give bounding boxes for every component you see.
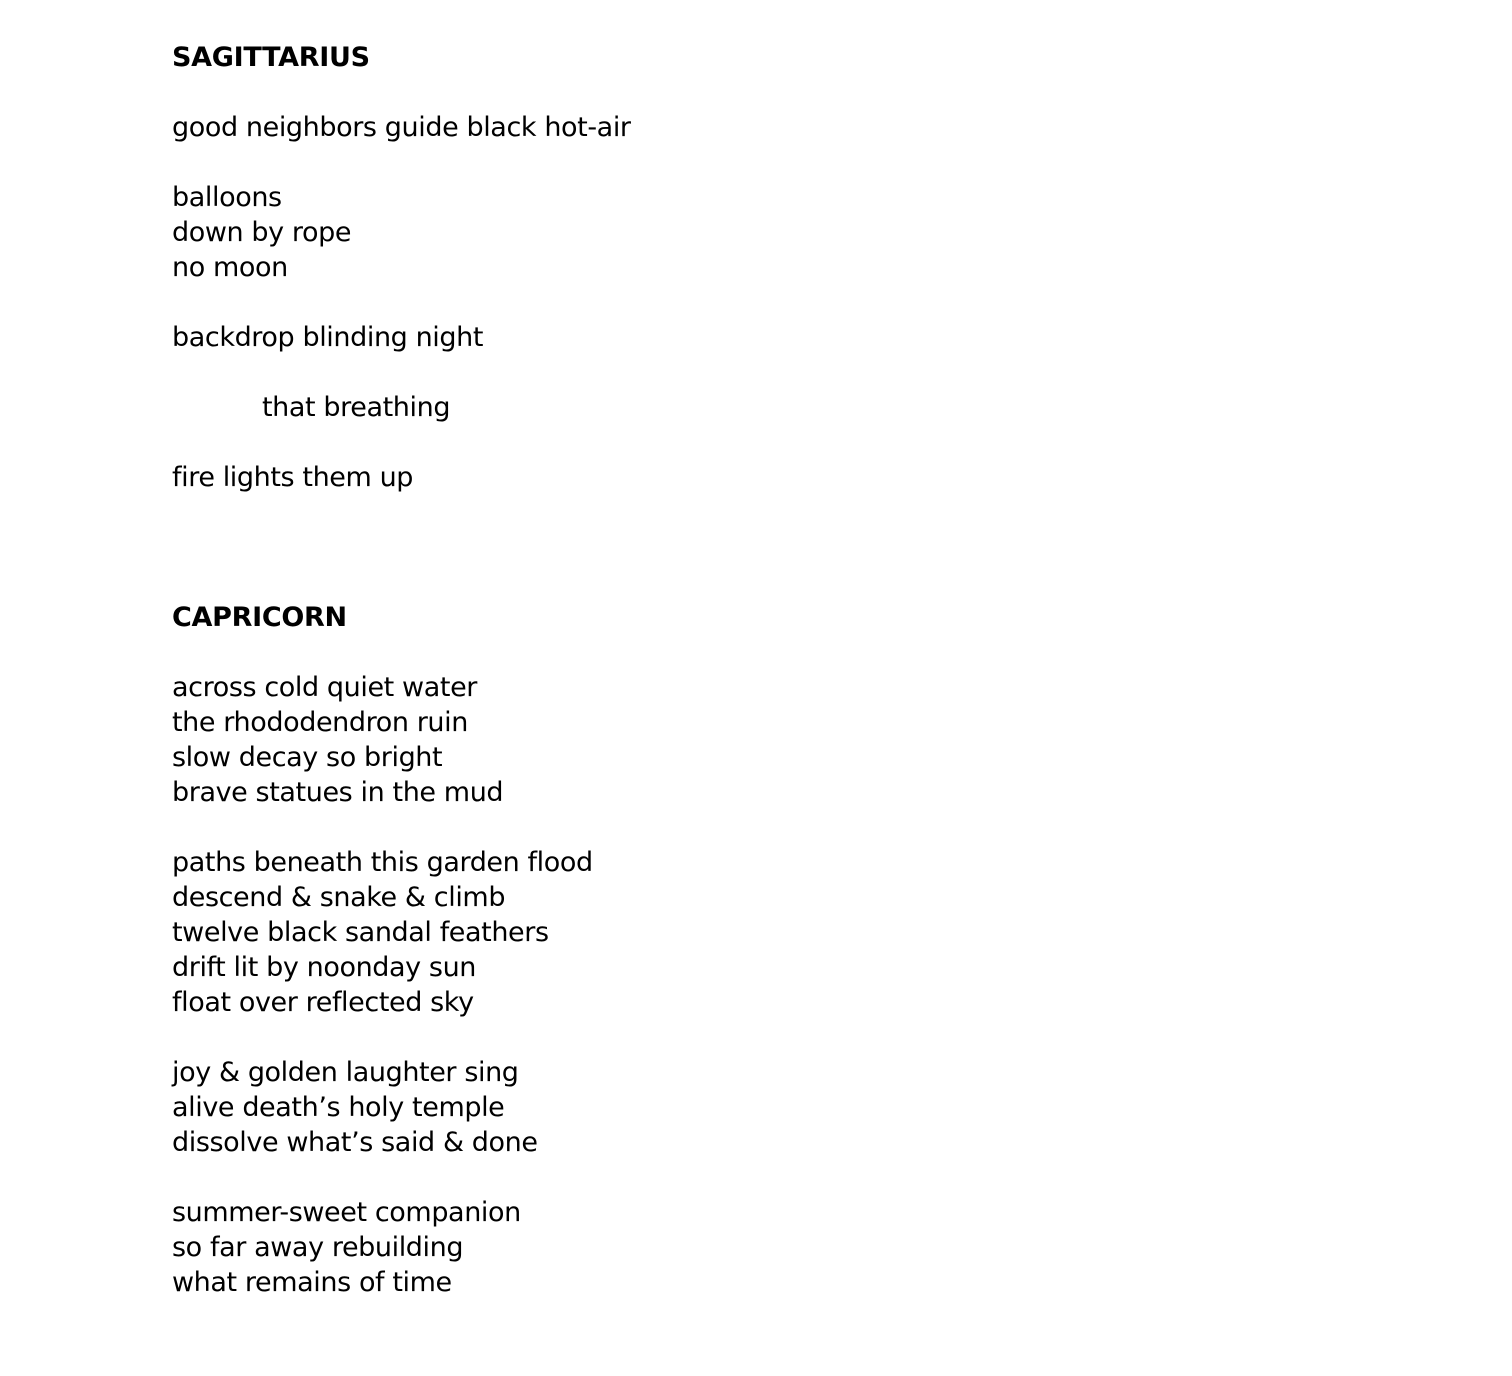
poem-line: balloons <box>172 182 282 213</box>
stanza <box>172 390 1372 425</box>
poem-line: what remains of time <box>172 1267 452 1298</box>
poem-line: paths beneath this garden flood <box>172 847 593 878</box>
stanza <box>172 670 1372 810</box>
poem-line: down by rope <box>172 217 352 248</box>
poem-line: across cold quiet water <box>172 672 477 703</box>
poem-line: drift lit by noonday sun <box>172 952 477 983</box>
poem-title: CAPRICORN <box>172 602 347 633</box>
stanza <box>172 460 1372 495</box>
stanza <box>172 110 1372 145</box>
document-page <box>172 40 1372 1300</box>
stanza <box>172 845 1372 1020</box>
poem-line: so far away rebuilding <box>172 1232 464 1263</box>
poem-line: the rhododendron ruin <box>172 707 468 738</box>
stanza <box>172 320 1372 355</box>
poem-capricorn <box>172 600 1372 1300</box>
poem-line: descend & snake & climb <box>172 882 506 913</box>
poem-line: summer-sweet companion <box>172 1197 521 1228</box>
stanza <box>172 1055 1372 1160</box>
poem-line: no moon <box>172 252 288 283</box>
poem-line: twelve black sandal feathers <box>172 917 549 948</box>
poem-line: dissolve what’s said & done <box>172 1127 538 1158</box>
poem-line: slow decay so bright <box>172 742 443 773</box>
poem-line: good neighbors guide black hot-air <box>172 112 631 143</box>
poem-line: fire lights them up <box>172 462 414 493</box>
poem-line: joy & golden laughter sing <box>172 1057 519 1088</box>
poem-line: float over reflected sky <box>172 987 474 1018</box>
poem-line: backdrop blinding night <box>172 322 484 353</box>
poem-line-indented: that breathing <box>262 392 451 423</box>
poem-line: brave statues in the mud <box>172 777 504 808</box>
poem-line: alive death’s holy temple <box>172 1092 505 1123</box>
poem-sagittarius <box>172 40 1372 495</box>
stanza <box>172 180 1372 285</box>
stanza <box>172 1195 1372 1300</box>
poem-title: SAGITTARIUS <box>172 42 370 73</box>
